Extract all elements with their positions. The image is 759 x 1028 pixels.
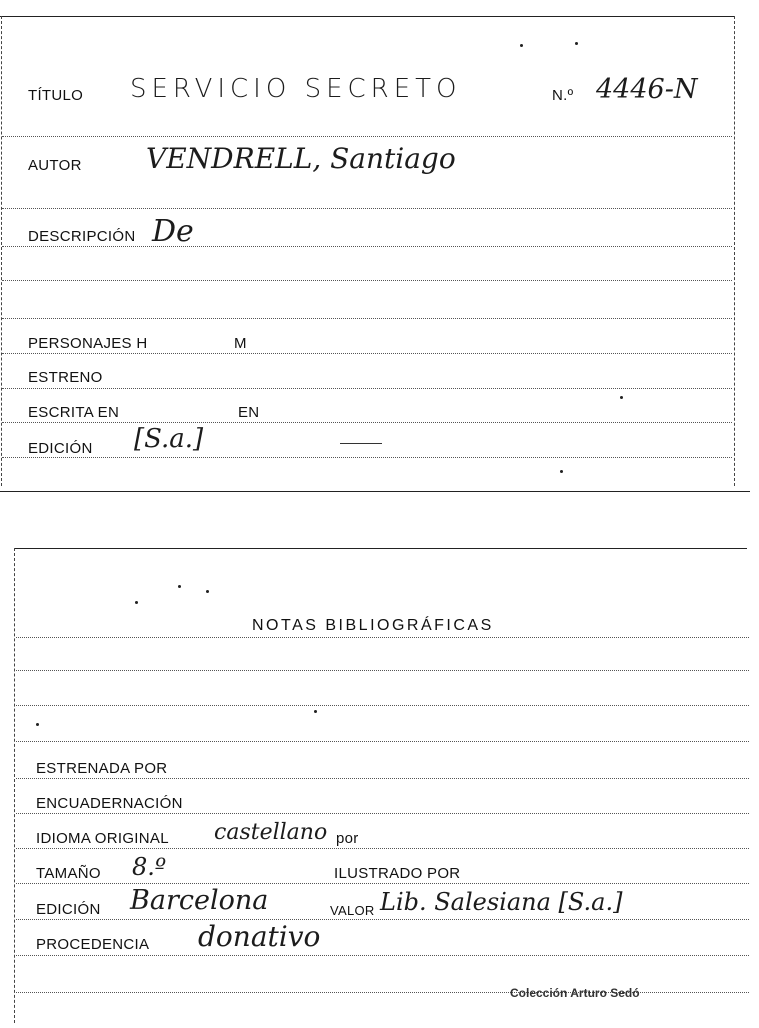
autor-label: AUTOR	[28, 157, 82, 174]
estrenada-label: ESTRENADA POR	[36, 760, 168, 777]
tamano-label: TAMAÑO	[36, 865, 101, 882]
idioma-value: castellano	[214, 820, 328, 845]
edicion-label: EDICIÓN	[28, 440, 93, 457]
encuadernacion-label: ENCUADERNACIÓN	[36, 795, 183, 812]
escrita-label: ESCRITA EN	[28, 404, 120, 421]
valor-label: VALOR	[330, 903, 375, 918]
card-top-edge	[14, 548, 747, 549]
pen-stroke	[340, 443, 382, 444]
catalog-card-bottom	[0, 545, 759, 1028]
numero-value: 4446-N	[596, 74, 698, 105]
numero-label: N.º	[552, 87, 574, 104]
valor-value: Lib. Salesiana [S.a.]	[380, 888, 623, 916]
tamano-value: 8.º	[132, 853, 167, 881]
collection-credit: Colección Arturo Sedó	[510, 986, 640, 1000]
personajes-label: PERSONAJES H	[28, 335, 148, 352]
card-top-edge	[0, 16, 735, 17]
card-left-edge	[1, 16, 2, 486]
edicion-value: [S.a.]	[134, 424, 204, 454]
descripcion-label: DESCRIPCIÓN	[28, 228, 136, 245]
ilustrado-label: ILUSTRADO POR	[334, 865, 461, 882]
card-bottom-edge	[0, 491, 750, 492]
personajes-m-label: M	[234, 335, 247, 352]
escrita-en-label: EN	[238, 404, 260, 421]
card-right-edge	[734, 16, 735, 486]
idioma-por-label: por	[336, 830, 359, 847]
notas-heading: NOTAS BIBLIOGRÁFICAS	[252, 617, 494, 634]
autor-value: VENDRELL, Santiago	[146, 142, 456, 175]
procedencia-label: PROCEDENCIA	[36, 936, 150, 953]
edicion2-value: Barcelona	[130, 885, 269, 916]
procedencia-value: donativo	[198, 920, 321, 953]
edicion2-label: EDICIÓN	[36, 901, 101, 918]
catalog-card-top	[0, 0, 759, 495]
idioma-label: IDIOMA ORIGINAL	[36, 830, 169, 847]
titulo-value: SERVICIO SECRETO	[130, 74, 462, 104]
titulo-label: TÍTULO	[28, 87, 84, 104]
card-left-edge	[14, 548, 15, 1023]
estreno-label: ESTRENO	[28, 369, 103, 386]
descripcion-value: De	[152, 214, 194, 249]
